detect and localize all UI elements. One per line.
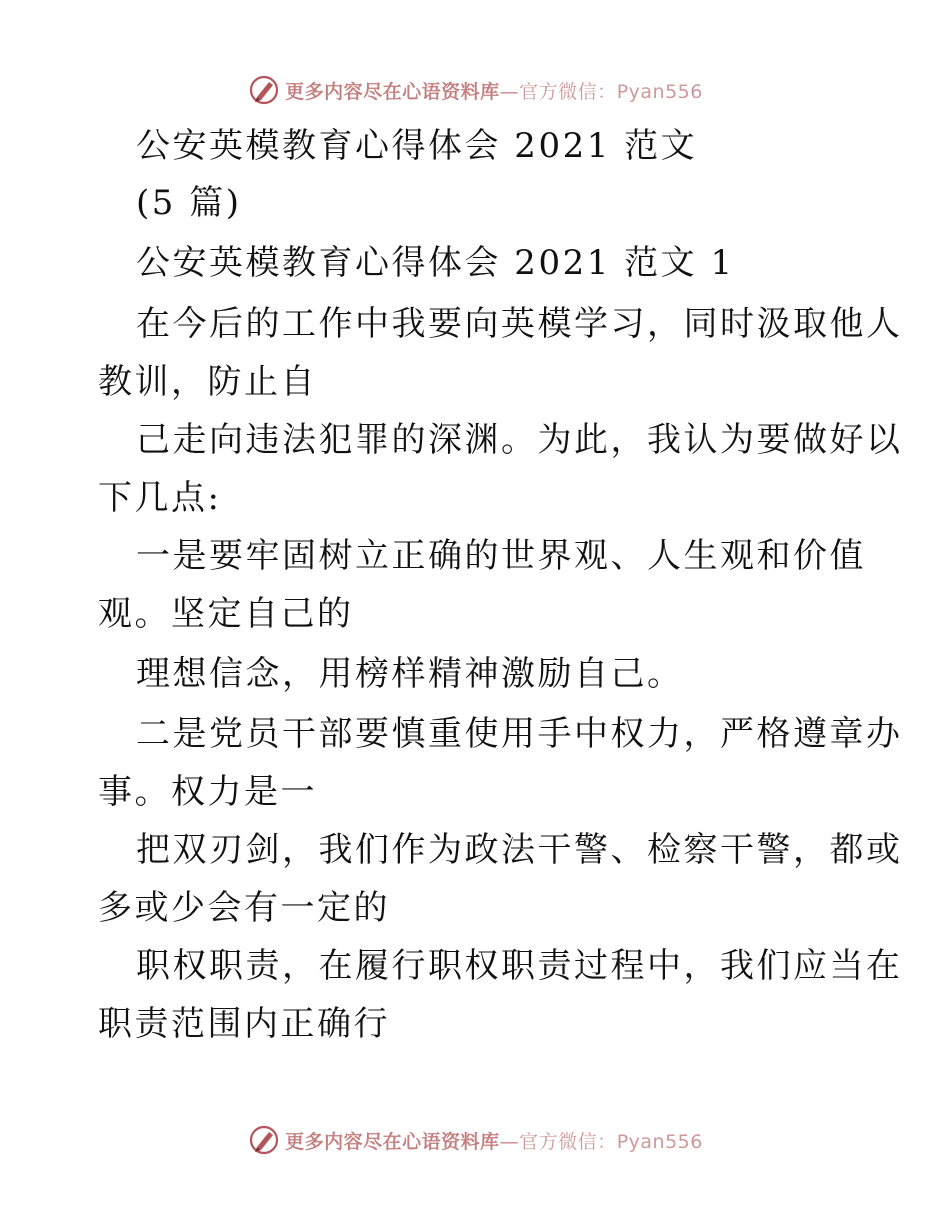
paragraph-line: 事。权力是一 <box>98 772 317 812</box>
watermark-text: 更多内容尽在心语资料库—官方微信：Pyan556 <box>285 80 703 103</box>
pen-logo-icon <box>247 73 281 107</box>
paragraph-line: 己走向违法犯罪的深渊。为此，我认为要做好以 <box>136 420 903 460</box>
paragraph-line: 下几点: <box>98 478 222 518</box>
doc-title: 公安英模教育心得体会 2021 范文 <box>136 126 698 166</box>
paragraph-line: 教训，防止自 <box>98 362 317 402</box>
doc-title-count: (5 篇) <box>136 183 242 223</box>
paragraph-line: 观。坚定自己的 <box>98 594 354 634</box>
paragraph-line: 一是要牢固树立正确的世界观、人生观和价值 <box>136 536 866 576</box>
header-watermark <box>0 70 950 110</box>
footer-watermark <box>0 1120 950 1160</box>
paragraph-line: 在今后的工作中我要向英模学习，同时汲取他人 <box>136 304 903 344</box>
paragraph-line: 职责范围内正确行 <box>98 1004 390 1044</box>
paragraph-line: 二是党员干部要慎重使用手中权力，严格遵章办 <box>136 714 903 754</box>
paragraph-line: 多或少会有一定的 <box>98 888 390 928</box>
paragraph-line: 理想信念，用榜样精神激励自己。 <box>136 654 684 694</box>
pen-logo-icon <box>247 1123 281 1157</box>
section-heading: 公安英模教育心得体会 2021 范文 1 <box>136 243 735 283</box>
paragraph-line: 职权职责，在履行职权职责过程中，我们应当在 <box>136 946 903 986</box>
watermark-text: 更多内容尽在心语资料库—官方微信：Pyan556 <box>285 1130 703 1153</box>
paragraph-line: 把双刃剑，我们作为政法干警、检察干警，都或 <box>136 830 903 870</box>
